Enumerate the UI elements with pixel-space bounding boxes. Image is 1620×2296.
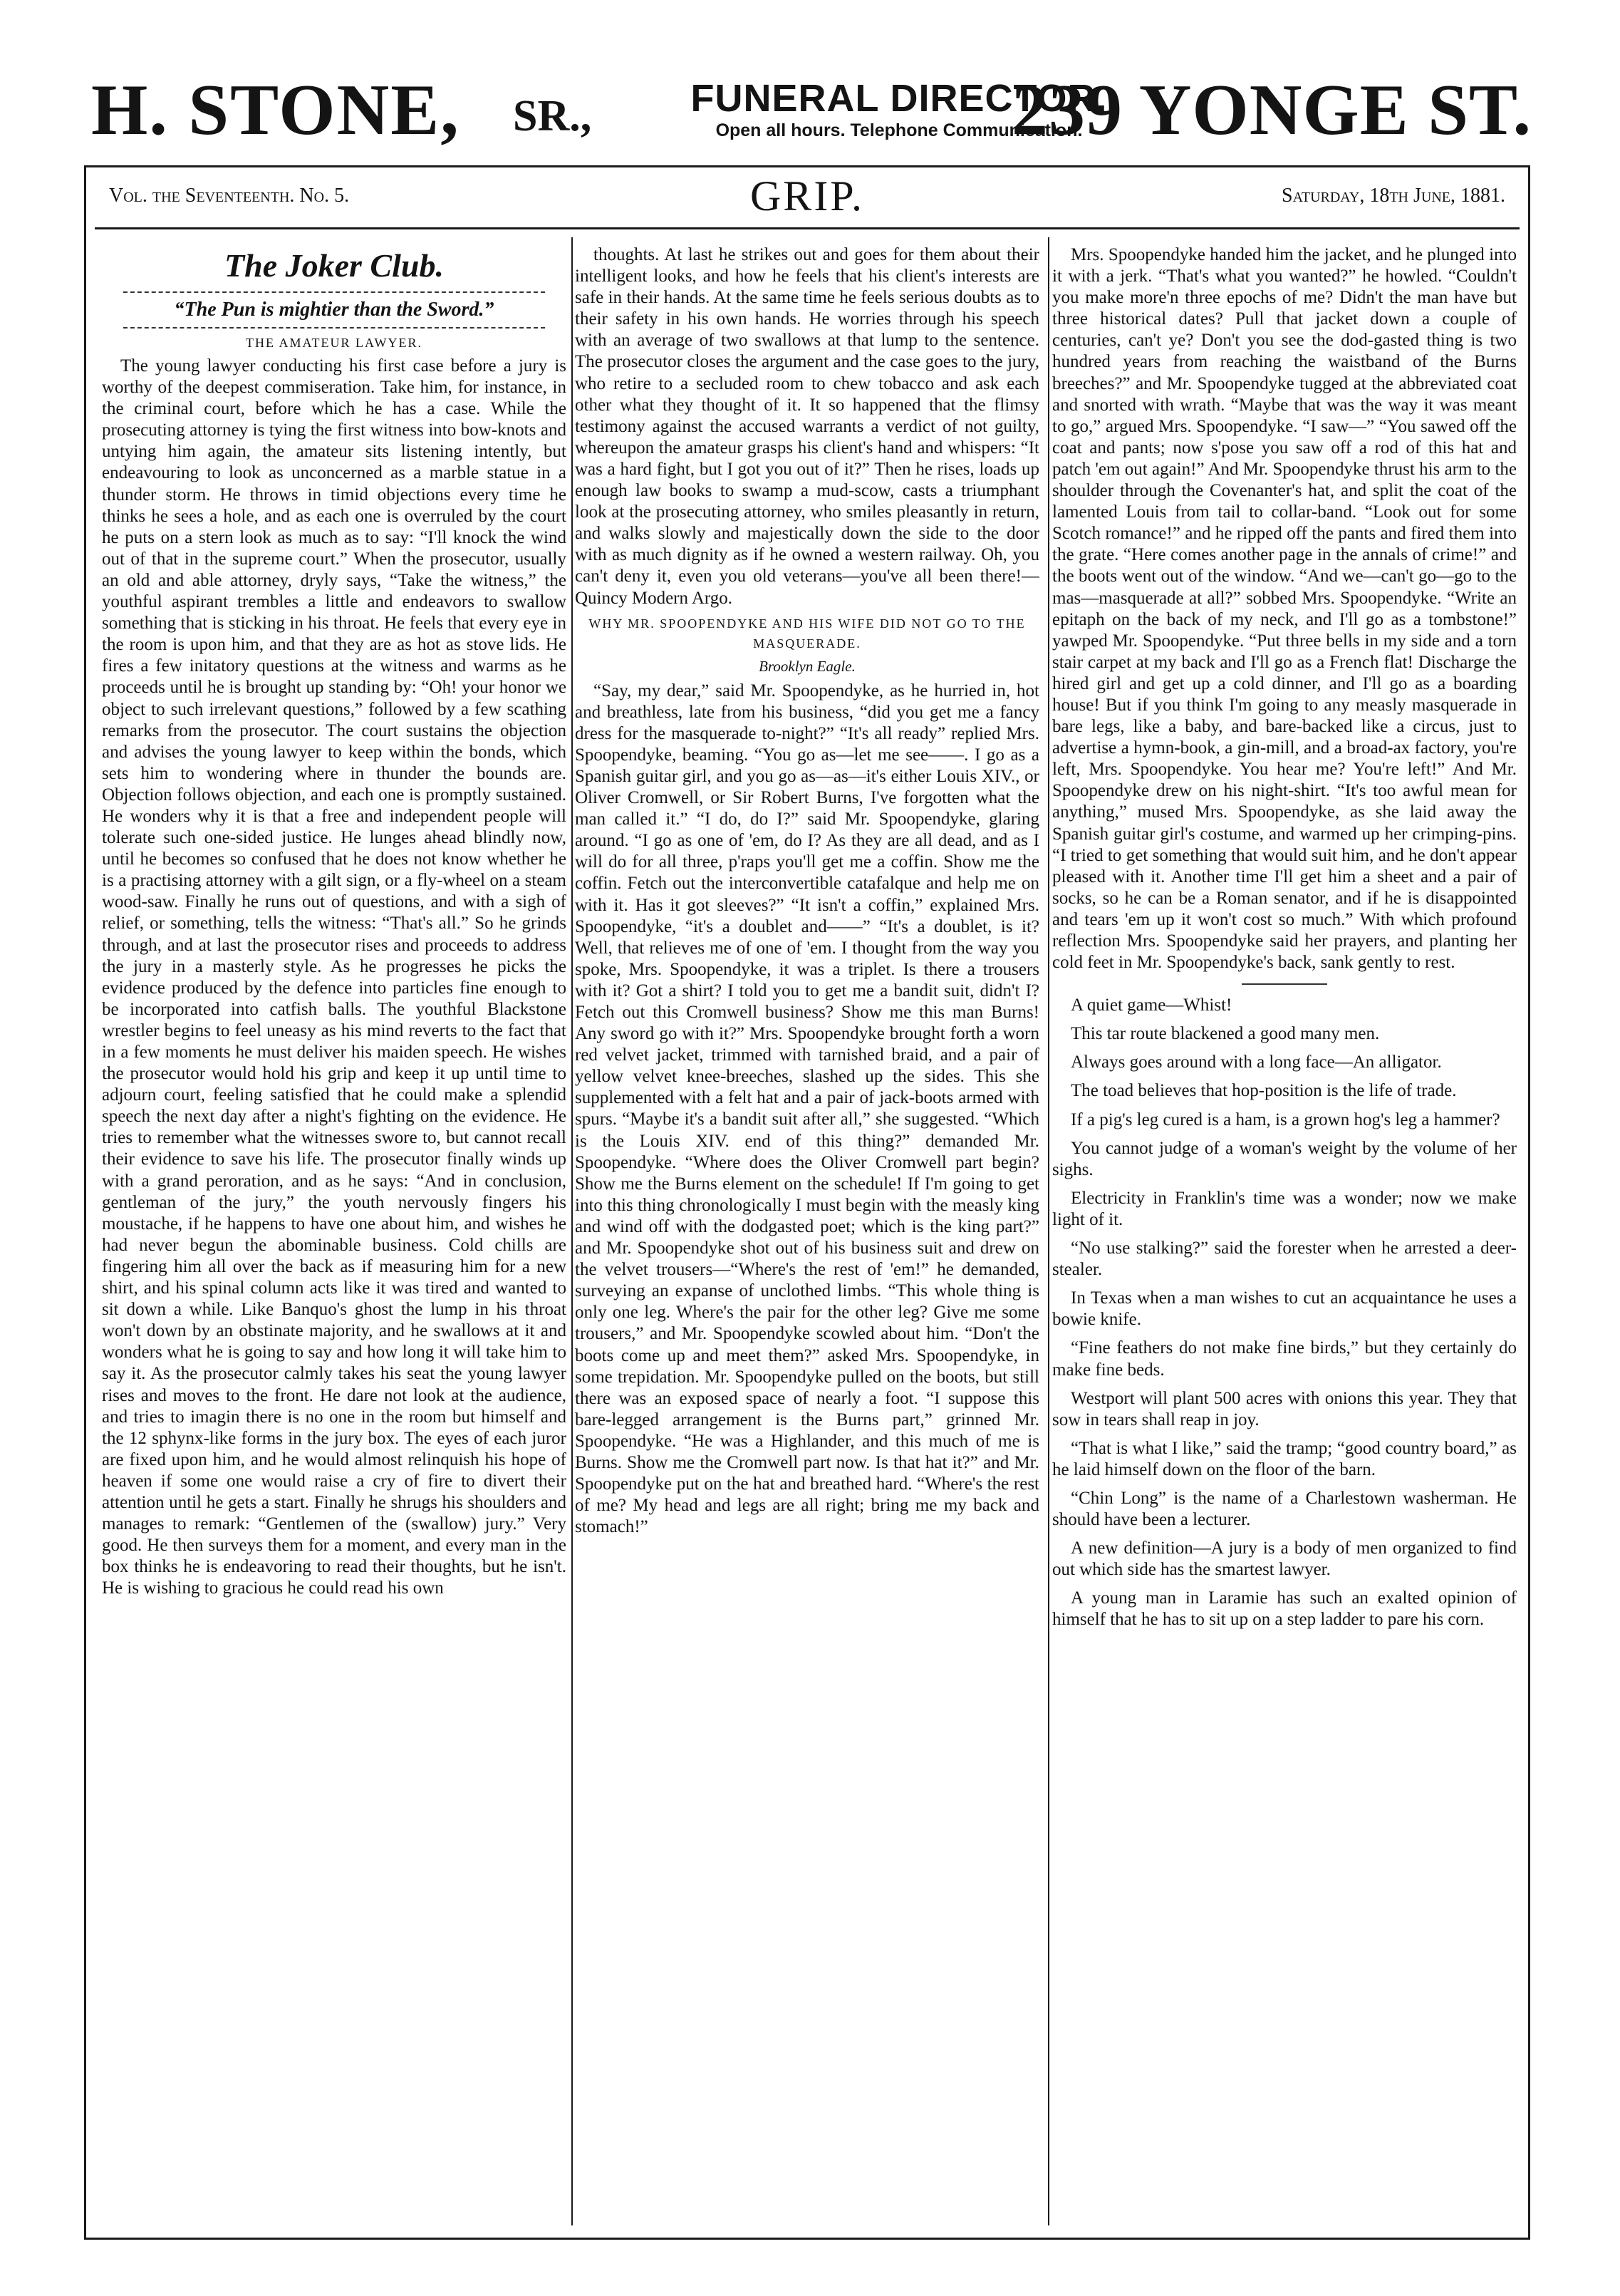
joke-item: Always goes around with a long face—An alligator. <box>1071 1053 1442 1072</box>
joke-item: “No use stalking?” said the forester when he arrested a deer-stealer. <box>1052 1239 1517 1280</box>
section-separator <box>1242 983 1327 985</box>
advert-address: 239 YONGE ST. <box>1012 70 1532 150</box>
article-body: thoughts. At last he strikes out and goes for them about their intelligent looks, and how he feels that his client's interests are safe in their hands. At the same time he feels serious doubts as to their safety in his own hands. He worries through his speech with an average of two swallows at that lump to the sentence. The prosecutor closes the argument and the case goes to the jury, who retire to a secluded room to chew tobacco and ask each other what they thought of it. It so happened that the flimsy testimony against the accused warrants a verdict of not guilty, whereupon the amateur grasps his client's hand and whispers: “It was a hard fight, but I got you out of it?” Then he rises, loads up enough law books to swamp a mud-scow, casts a triumphant look at the prosecuting attorney, who smiles pleasantly in return, and walks slowly and majestically down the side to the door with as much dignity as if he owned a western railway. Oh, you can't deny it, even you old veterans—you've all been there!—Quincy Modern Argo. <box>575 245 1039 608</box>
article-heading: WHY MR. SPOOPENDYKE AND HIS WIFE DID NOT GO TO THE MASQUERADE. <box>588 616 1026 651</box>
advertisement-banner <box>85 68 1532 152</box>
joke-item: You cannot judge of a woman's weight by the volume of her sighs. <box>1052 1138 1517 1179</box>
masthead-rule <box>95 227 1520 229</box>
article-heading: THE AMATEUR LAWYER. <box>245 336 423 350</box>
paper-title: GRIP. <box>749 172 865 219</box>
article-body: The young lawyer conducting his first case before a jury is worthy of the deepest commiseration. Take him, for instance, in the criminal court, before which he has a case. While the prosecuting attorney is tying the first witness into bow-knots and untying him again, the amateur sits listening intently, but endeavouring to look as unconcerned as a marble statue in a thunder storm. He throws in timid objections every time he thinks he sees a hole, and as each one is overruled by the court he puts on a stern look as much as to say: “I'll knock the wind out of that in the supreme court.” When the prosecutor, usually an old and able attorney, dryly says, “Take the witness,” the youthful aspirant trembles a little and endeavors to swallow something that is sticking in his throat. He feels that every eye in the room is upon him, and that they are as hot as stove lids. He fires a few initatory questions at the witness and warms as he proceeds until he is brought up standing by: “Oh! your honor we object to such irrelevant questions,” followed by a few scathing remarks from the prosecutor. The court sustains the objection and advises the young lawyer to keep within the bonds, which sets him to wondering where in thunder the bounds are. Objection follows objection, and each one is promptly sustained. He wonders why it is that a free and independent people will tolerate such one-sided justice. He lunges ahead blindly now, until he becomes so confused that he does not know whether he is a practising attorney with a gilt sign, or a fly-wheel on a steam wood-saw. Finally he runs out of questions, and with a sigh of relief, or something, tells the witness: “That's all.” So he grinds through, and at last the prosecutor rises and proceeds to address the jury in a masterly style. As he progresses he picks the evidence produced by the defence into particles fine enough to be incorporated into catfish balls. The youthful Blackstone wrestler begins to feel uneasy as his mind reverts to the fact that in a few moments he must deliver his maiden speech. He wishes the prosecutor would hold his grip and keep it up until time to adjourn court, feeling satisfied that he could make a splendid speech the next day after a night's fighting on the evidence. He tries to remember what the witnesses swore to, but cannot recall their evidence to save his life. The prosecutor finally winds up with a grand peroration, and as he says: “And in conclusion, gentleman of the jury,” the youth nervously fingers his moustache, if he happens to have one about him, and wishes he had never begun the abominable business. Cold chills are fingering him all over the back as if measuring him for a new shirt, and his spinal column acts like it was tired and wanted to sit down a while. Like Banquo's ghost the lump in his throat won't down by an obstinate majority, and he swallows at it and wonders what he is going to say and how long it will take him to say it. As the prosecutor calmly takes his seat the young lawyer rises and moves to the front. He dare not look at the audience, and tries to imagin there is no one in the room but himself and the 12 sphynx-like forms in the jury box. The eyes of each juror are fixed upon him, and he would almost relinquish his hope of heaven if some one would raise a cry of fire to divert their attention until he gets a start. Finally he shrugs his shoulders and manages to remark: “Gentlemen of the (swallow) jury.” Very good. He then surveys them for a moment, and every man in the box thinks he is endeavoring to read their thoughts, but he isn't. He is wishing to gracious he could read his own <box>102 356 566 1598</box>
joke-item: Westport will plant 500 acres with onions this year. They that sow in tears shall reap in joy. <box>1052 1388 1517 1429</box>
joke-item: “Chin Long” is the name of a Charlestown washerman. He should have been a lecturer. <box>1052 1488 1517 1530</box>
masthead <box>86 167 1528 227</box>
advert-suffix: SR., <box>513 92 592 140</box>
volume-number: Vol. the Seventeenth. No. 5. <box>109 185 350 207</box>
column-divider <box>571 237 573 2225</box>
joke-item: “That is what I like,” said the tramp; “good country board,” as he laid himself down on the floor of the barn. <box>1052 1438 1517 1479</box>
joke-item: A new definition—A jury is a body of men organized to find out which side has the smartest lawyer. <box>1052 1539 1517 1580</box>
joke-item: A young man in Laramie has such an exalted opinion of himself that he has to sit up on a step ladder to pare his corn. <box>1052 1588 1517 1630</box>
column-one <box>102 244 566 2225</box>
dashed-rule <box>123 291 545 293</box>
article-body: “Say, my dear,” said Mr. Spoopendyke, as he hurried in, hot and breathless, late from his business, “did you get me a fancy dress for the masquerade to-night?” “It's all ready” replied Mrs. Spoopendyke, beaming. “You go as—let me see——. I go as a Spanish guitar girl, and you go as—as—it's either Louis XIV., or Oliver Cromwell, or Sir Robert Burns, I've forgotten what the man called it.” “I do, do I?” said Mr. Spoopendyke, glaring around. “I go as one of 'em, do I? As they are all dead, and as I will do for all three, p'raps you'll get me a coffin. Show me the coffin. Fetch out the interconvertible catafalque and help me on with it. Has it got sleeves?” “It isn't a coffin,” explained Mrs. Spoopendyke, “it's a doublet and——” “It's a doublet, is it? Well, that relieves me of one of 'em. I thought from the way you spoke, Mrs. Spoopendyke, it was a triplet. Is there a trousers with it? Got a shirt? I told you to get me a bandit suit, didn't I? Fetch out this Cromwell business? Show me this man Burns! Any sword go with it?” Mrs. Spoopendyke brought forth a worn red velvet jacket, trimmed with tarnished braid, and a pair of yellow velvet knee-breeches, slashed up the sides. This she supplemented with a felt hat and a pair of jack-boots armed with spurs. “Maybe it's a bandit suit after all,” she suggested. “Which is the Louis XIV. end of this thing?” demanded Mr. Spoopendyke. “Where does the Oliver Cromwell part begin? Show me the Burns element on the schedule! If I'm going to get into this thing chronologically I must begin with the measly king and wind off with the dodgasted poet; which is the king part?” and Mr. Spoopendyke shot out of his business suit and drew on the velvet trousers—“Where's the rest of 'em!” he demanded, surveying an expanse of unclothed limbs. “This whole thing is only one leg. Where's the pair for the other leg? Give me some trousers,” and Mr. Spoopendyke scowled about him. “Don't the boots come up and meet them?” asked Mrs. Spoopendyke, in some trepidation. Mr. Spoopendyke pulled on the boots, but still there was an exposed space of nearly a foot. “I suppose this bare-legged arrangement is the Burns part,” grinned Mr. Spoopendyke. “He was a Highlander, and this much of me is Burns. Show me the Cromwell part now. Is that hat it?” and Mr. Spoopendyke put on the hat and breathed hard. “Where's the rest of me? My head and legs are all right; bring me my back and stomach!” <box>575 681 1039 1537</box>
column-two <box>575 244 1039 2225</box>
joke-item: A quiet game—Whist! <box>1071 996 1232 1015</box>
advert-name: H. STONE, <box>91 70 460 150</box>
article-byline: Brooklyn Eagle. <box>759 657 856 675</box>
advert-title: FUNERAL DIRECTOR. <box>690 77 1108 120</box>
section-motto: “The Pun is mightier than the Sword.” <box>174 299 494 321</box>
joke-item: Electricity in Franklin's time was a wonder; now we make light of it. <box>1052 1188 1517 1229</box>
page-frame <box>84 165 1530 2240</box>
joke-item: If a pig's leg cured is a ham, is a grown hog's leg a hammer? <box>1071 1110 1500 1129</box>
joke-item: “Fine feathers do not make fine birds,” but they certainly do make fine beds. <box>1052 1338 1517 1380</box>
issue-date: Saturday, 18th June, 1881. <box>1282 185 1505 207</box>
joke-item: The toad believes that hop-position is the life of trade. <box>1071 1081 1457 1101</box>
joke-item: This tar route blackened a good many men. <box>1071 1024 1380 1044</box>
joke-item: In Texas when a man wishes to cut an acquaintance he uses a bowie knife. <box>1052 1288 1517 1330</box>
advert-hours: Open all hours. Telephone Communication. <box>715 120 1083 140</box>
column-divider <box>1048 237 1049 2225</box>
column-three <box>1052 244 1517 2225</box>
dashed-rule <box>123 327 545 329</box>
article-body: Mrs. Spoopendyke handed him the jacket, and he plunged into it with a jerk. “That's what you wanted?” he howled. “Couldn't you make more'n three epochs of me? Didn't the man have but three historical dates? Pull that jacket down a couple of centuries, can't ye? Don't you see the dod-gasted thing is two hundred years from reaching the waistband of the Burns breeches?” and Mr. Spoopendyke tugged at the abbreviated coat and snorted with wrath. “Maybe that was the way it was meant to go,” argued Mrs. Spoopendyke. “I saw—” “You sawed off the coat and pants; now s'pose you saw off a rod of this hat and patch 'em out again!” And Mr. Spoopendyke thrust his arm to the shoulder through the Covenanter's hat, and split the coat of the lamented Louis from tail to collar-band. “Look out for some Scotch romance!” and he ripped off the pants and fired them into the grate. “Here comes another page in the annals of crime!” and the boots went out of the window. “And we—can't go—go to the mas—masquerade at all?” sobbed Mrs. Spoopendyke. “Write an epitaph on the back of my neck, and I'll go as a tombstone!” yawped Mr. Spoopendyke. “Put three bells in my side and a torn stair carpet at my back and I'll go as a French flat! Discharge the hired girl and get up a cold dinner, and I'll go as a boarding house! But if you think I'm going to any measly masquerade in bare legs, like a baby, and bare-backed like a circus, just to advertise a hymn-book, a gin-mill, and a broad-ax factory, you're left, Mrs. Spoopendyke. You hear me? You're left!” And Mr. Spoopendyke drew on his night-shirt. “It's too awful mean for anything,” mused Mrs. Spoopendyke, as she laid away the Spanish guitar girl's costume, and warmed up her crimping-pins. “I tried to get something that would suit him, and he don't appear pleased with it. Another time I'll get him a sheet and a pair of socks, so he can be a Roman senator, and if he is disappointed and tears 'em up it won't cost so much.” With which profound reflection Mrs. Spoopendyke said her prayers, and planting her cold feet in Mr. Spoopendyke's back, sank gently to rest. <box>1052 245 1517 973</box>
section-title: The Joker Club. <box>224 247 444 284</box>
